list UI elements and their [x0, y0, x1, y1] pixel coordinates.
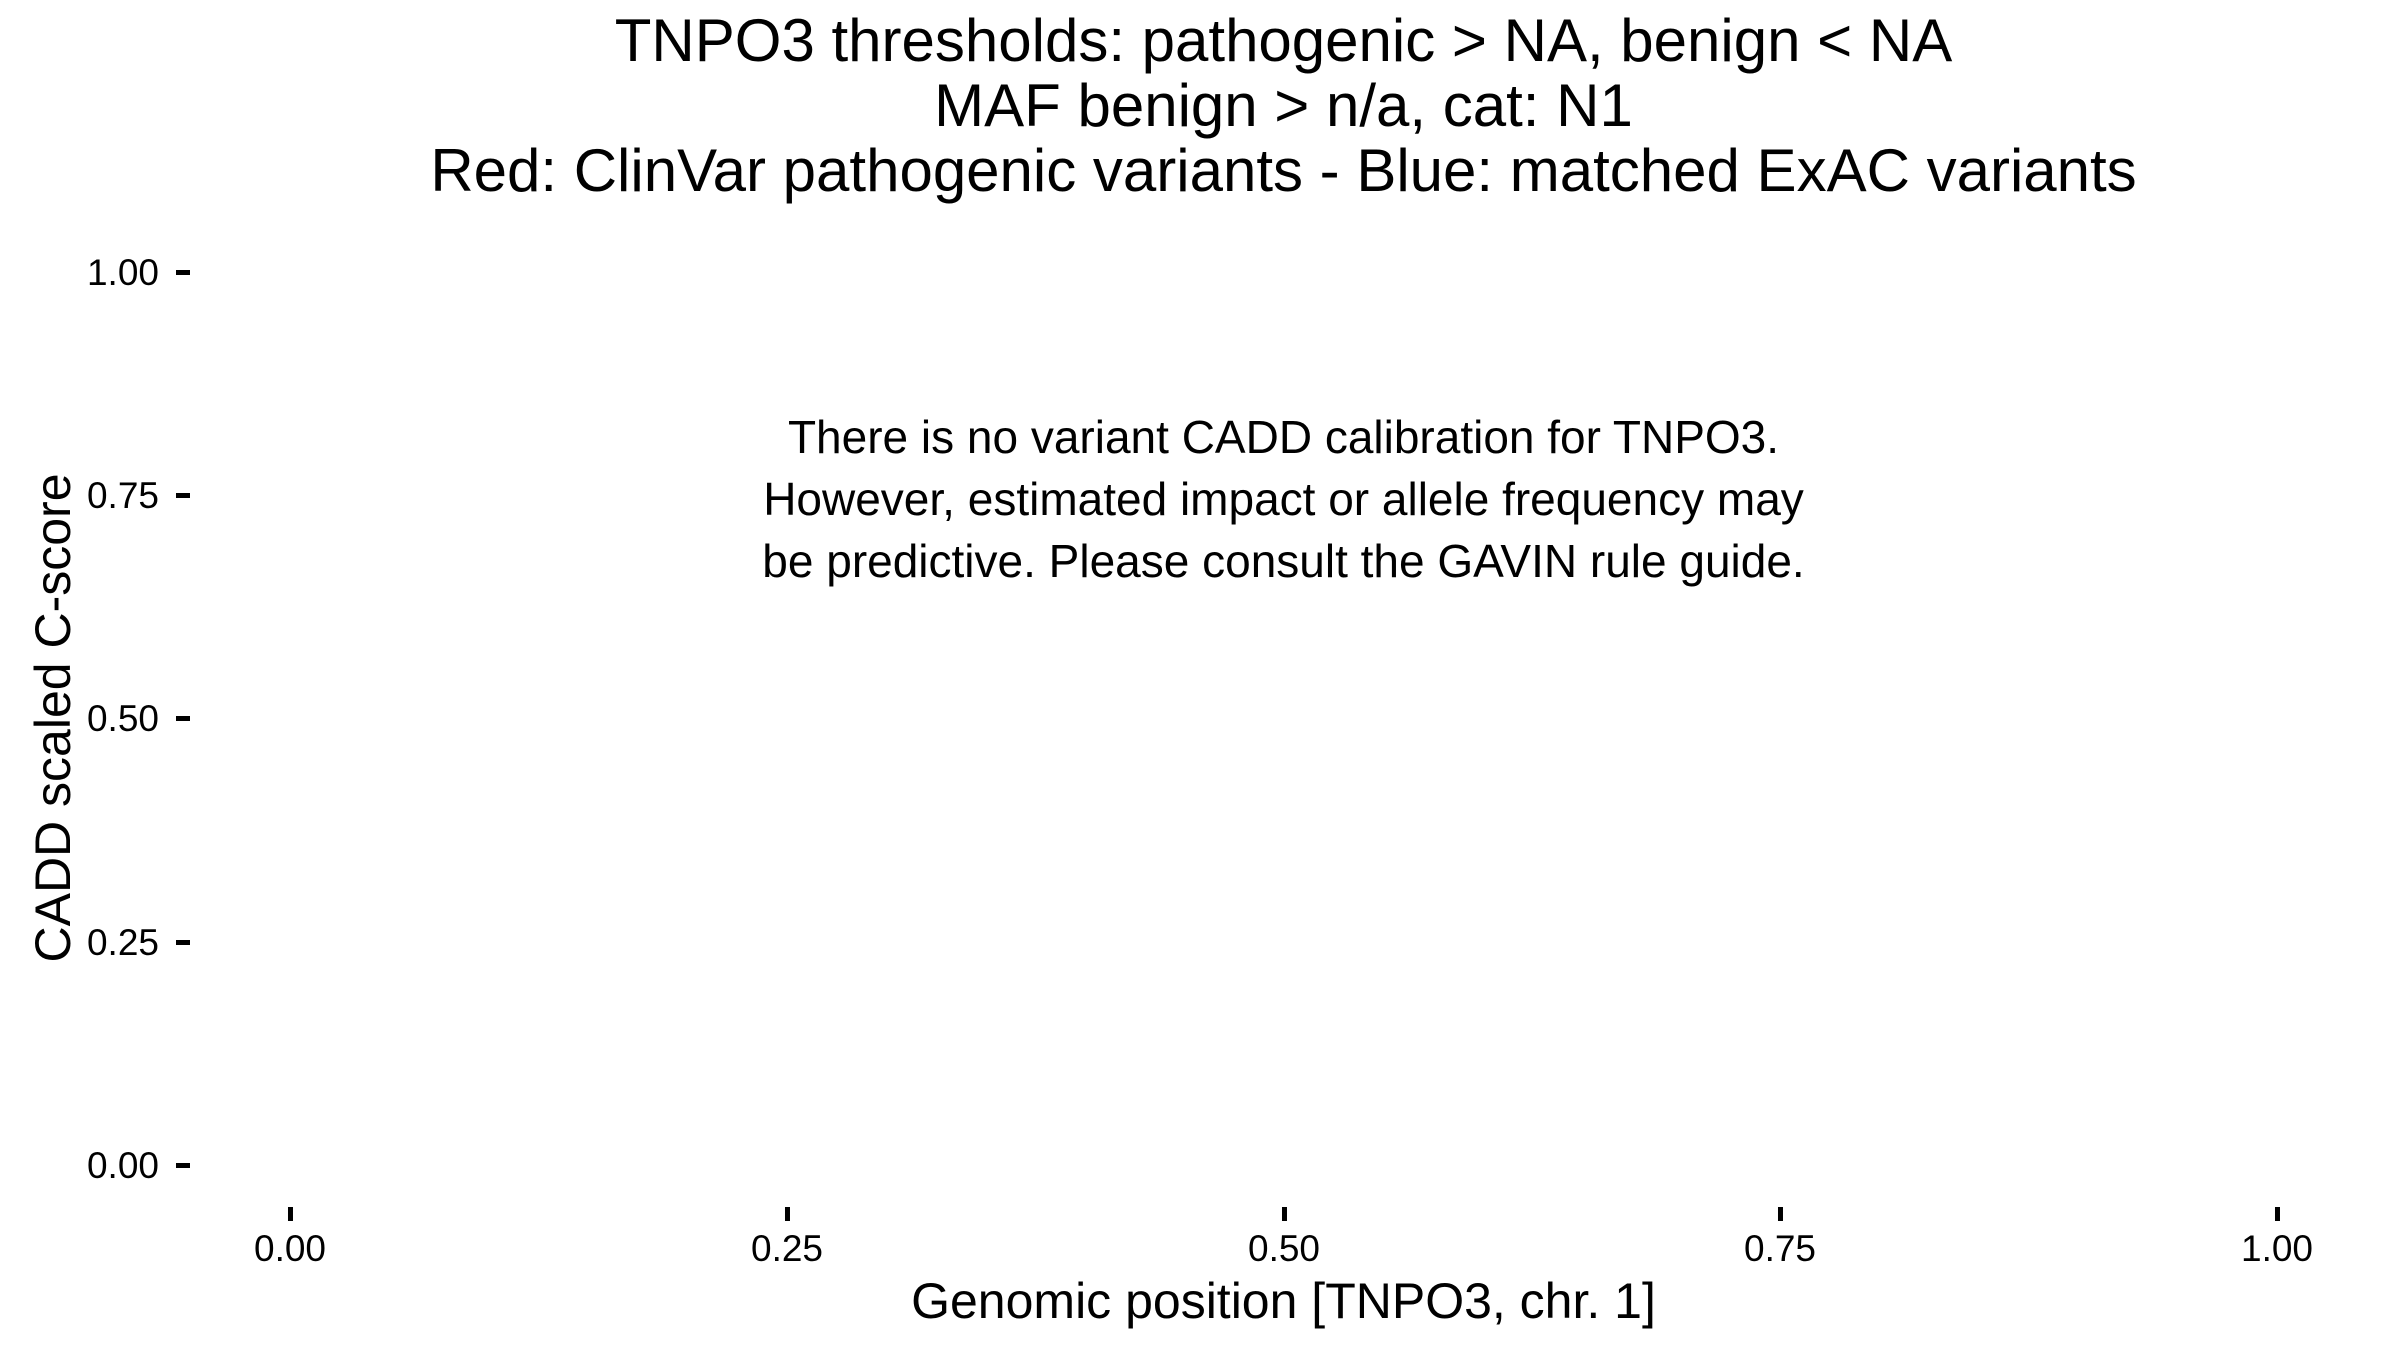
x-tick-label: 0.50	[1247, 1228, 1321, 1269]
x-tick-label: 1.00	[2240, 1228, 2314, 1269]
y-axis-title: CADD scaled C-score	[25, 473, 81, 963]
annotation-line-1: There is no variant CADD calibration for TNPO3.	[787, 411, 1780, 463]
x-tick-label: 0.75	[1743, 1228, 1817, 1269]
y-tick-label: 0.50	[86, 697, 159, 739]
x-tick-mark	[784, 1207, 789, 1221]
x-tick	[254, 1207, 326, 1267]
x-tick	[1248, 1207, 1320, 1267]
y-tick-mark	[176, 940, 190, 945]
y-tick-mark	[176, 270, 190, 275]
x-tick-mark	[1281, 1207, 1286, 1221]
y-tick-mark	[176, 493, 190, 498]
x-tick-mark	[2274, 1207, 2279, 1221]
x-tick-mark	[287, 1207, 292, 1221]
x-tick-label: 0.00	[253, 1228, 327, 1269]
y-tick-label: 0.25	[86, 921, 159, 963]
title-line-2: MAF benign > n/a, cat: N1	[934, 72, 1633, 139]
x-tick	[751, 1207, 823, 1267]
y-tick-mark	[176, 716, 190, 721]
y-tick-label: 1.00	[86, 251, 159, 293]
x-axis-title: Genomic position [TNPO3, chr. 1]	[911, 1273, 1656, 1329]
x-tick	[1744, 1207, 1816, 1267]
title-line-1: TNPO3 thresholds: pathogenic > NA, benign < NA	[614, 7, 1953, 74]
annotation-line-3: be predictive. Please consult the GAVIN rule guide.	[762, 535, 1805, 587]
no-calibration-annotation	[290, 406, 2277, 592]
title-line-3: Red: ClinVar pathogenic variants - Blue: matched ExAC variants	[430, 137, 2137, 204]
y-tick-mark	[176, 1163, 190, 1168]
y-tick-label: 0.00	[86, 1144, 159, 1186]
x-tick-label: 0.25	[750, 1228, 824, 1269]
x-tick	[2241, 1207, 2313, 1267]
annotation-line-2: However, estimated impact or allele frequency may	[763, 473, 1804, 525]
y-tick-label: 0.75	[86, 474, 159, 516]
x-tick-mark	[1777, 1207, 1782, 1221]
plot-title	[290, 8, 2277, 203]
